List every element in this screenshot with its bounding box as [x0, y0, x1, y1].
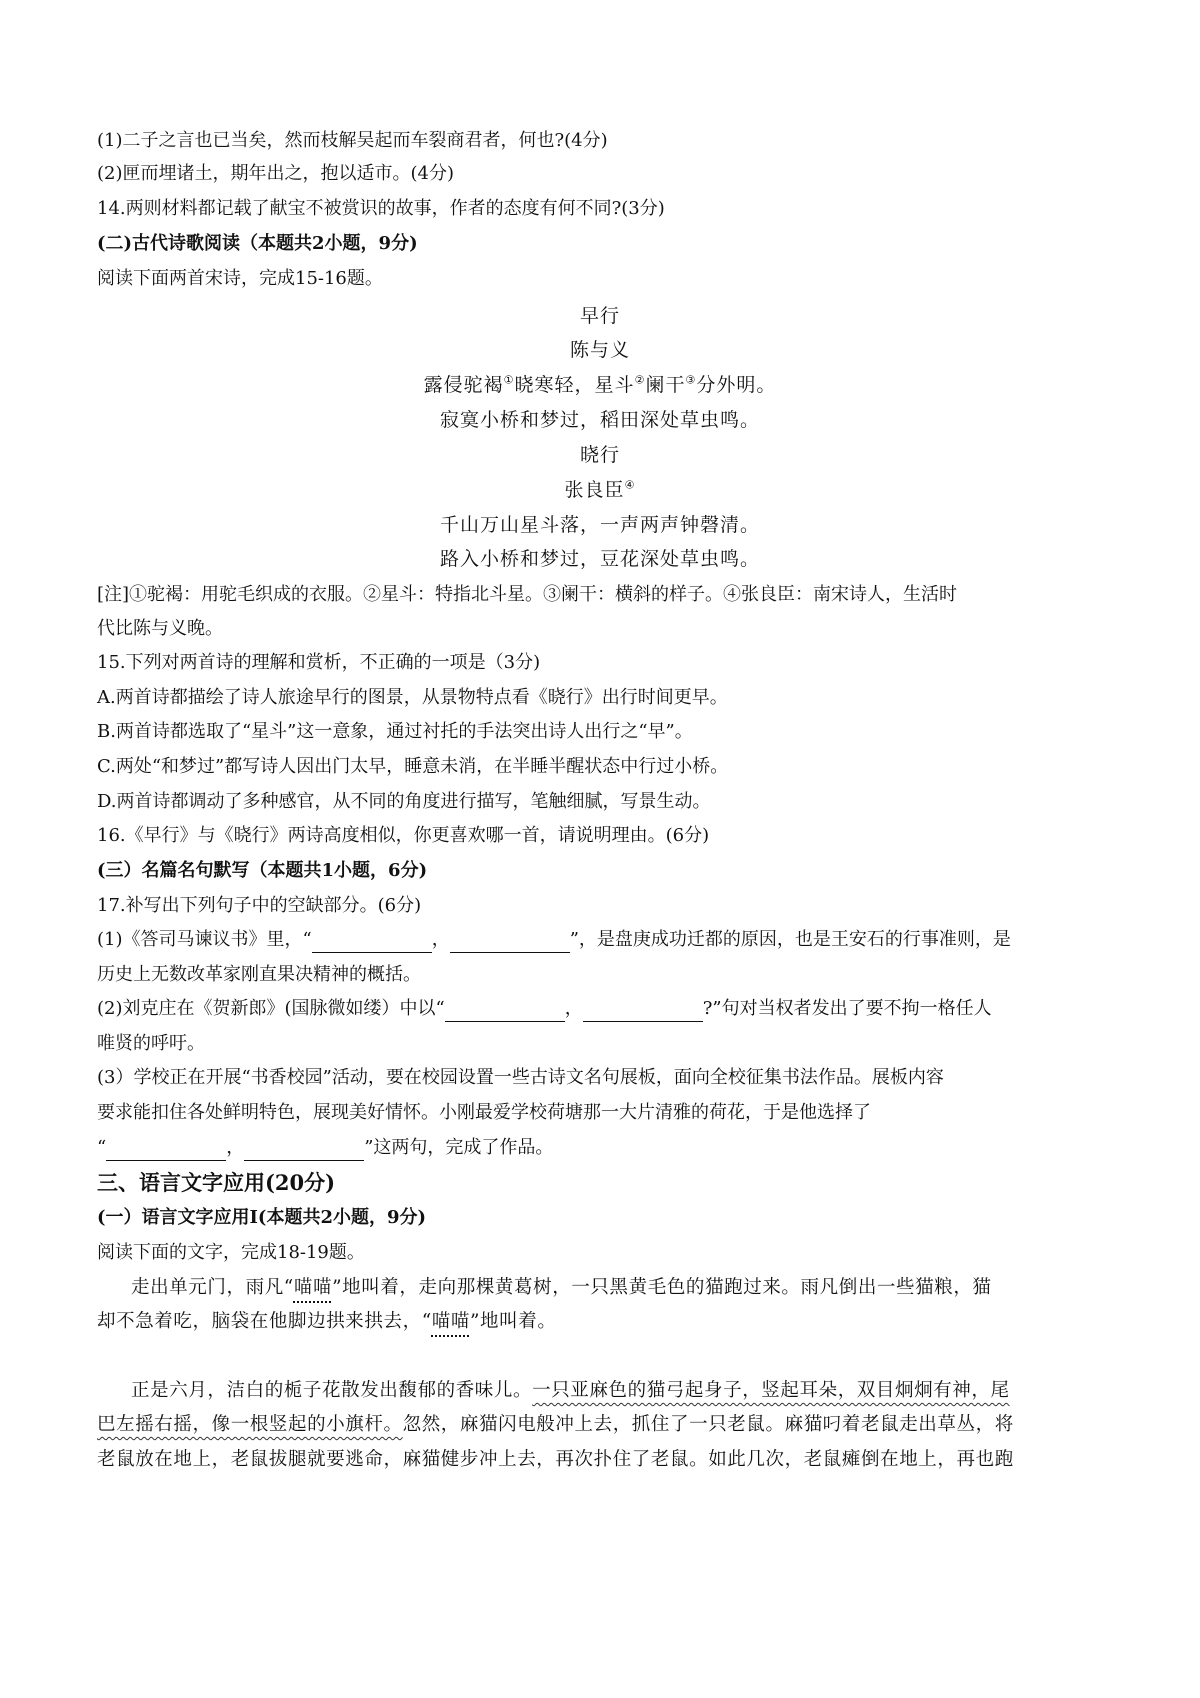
- answer-blank[interactable]: [450, 932, 570, 953]
- subsection-title: (一）语言文字应用Ⅰ(本题共2小题，9分): [97, 1207, 427, 1228]
- poem-notes-line2: 代比陈与义晚。: [97, 618, 223, 639]
- poem2-author: 张良臣④: [564, 478, 636, 501]
- question-17-3: (3）学校正在开展“书香校园”活动，要在校园设置一些古诗文名句展板，面向全校征集书法作品。展板内容: [97, 1067, 944, 1088]
- option-a: A.两首诗都描绘了诗人旅途早行的图景，从景物特点看《晓行》出行时间更早。: [97, 687, 728, 708]
- section-poetry-intro: 阅读下面两首宋诗，完成15-16题。: [97, 268, 383, 289]
- passage-paragraph2-line2: 巴左摇右摇，像一根竖起的小旗杆。忽然，麻猫闪电般冲上去，抓住了一只老鼠。麻猫叼着老鼠走出草丛，将: [97, 1414, 1014, 1435]
- question-15: 15.下列对两首诗的理解和赏析，不正确的一项是（3分): [97, 652, 541, 673]
- question-17-3-cont: 要求能扣住各处鲜明特色，展现美好情怀。小刚最爱学校荷塘那一大片清雅的荷花，于是他选择了: [97, 1102, 871, 1123]
- wavy-underlined-sentence: 一只亚麻色的猫弓起身子，竖起耳朵，双目炯炯有神，尾: [532, 1380, 1010, 1401]
- question-17-2-cont: 唯贤的呼吁。: [97, 1033, 205, 1054]
- question-14: 14.两则材料都记载了献宝不被赏识的故事，作者的态度有何不同?(3分): [97, 198, 665, 219]
- answer-blank[interactable]: [312, 932, 432, 953]
- passage-paragraph1-line1: 走出单元门，雨凡“喵喵”地叫着，走向那棵黄葛树，一只黑黄毛色的猫跑过来。雨凡倒出一些猫粮，猫: [131, 1277, 992, 1298]
- footnote-mark: ②: [634, 373, 646, 387]
- section-dictation-title: (三）名篇名句默写（本题共1小题，6分): [97, 860, 428, 881]
- wavy-underlined-sentence: 巴左摇右摇，像一根竖起的小旗杆。: [97, 1414, 403, 1435]
- answer-blank[interactable]: [244, 1140, 364, 1161]
- poem2-line1: 千山万山星斗落，一声两声钟磬清。: [439, 514, 760, 536]
- question-13-2: (2)匣而埋诸土，期年出之，抱以适市。(4分): [97, 163, 454, 184]
- question-17-1-cont: 历史上无数改革家刚直果决精神的概括。: [97, 964, 421, 985]
- subsection-intro: 阅读下面的文字，完成18-19题。: [97, 1242, 365, 1263]
- poem1-line1: 露侵驼褐①晓寒轻，星斗②阑干③分外明。: [423, 373, 777, 396]
- poem2-title: 晓行: [579, 444, 620, 466]
- part-three-title: 三、语言文字应用(20分): [97, 1170, 336, 1195]
- question-17-3-blanks: “ ， ”这两句，完成了作品。: [97, 1135, 553, 1161]
- footnote-mark: ③: [685, 373, 697, 387]
- poem-notes-line1: [注]①驼褐：用驼毛织成的衣服。②星斗：特指北斗星。③阑干：横斜的样子。④张良臣：南宋诗人，生活时: [97, 584, 958, 605]
- question-17-1: (1)《答司马谏议书》里，“ ， ”，是盘庚成功迁都的原因，也是王安石的行事准则，是: [97, 927, 1011, 953]
- footnote-mark: ④: [624, 478, 636, 492]
- question-13-1: (1)二子之言也已当矣，然而枝解吴起而车裂商君者，何也?(4分): [97, 130, 608, 151]
- passage-paragraph2-line3: 老鼠放在地上，老鼠拔腿就要逃命，麻猫健步冲上去，再次扑住了老鼠。如此几次，老鼠瘫倒在地上，再也跑: [97, 1449, 1014, 1470]
- answer-blank[interactable]: [583, 1001, 703, 1022]
- question-16: 16.《早行》与《晓行》两诗高度相似，你更喜欢哪一首，请说明理由。(6分): [97, 825, 710, 846]
- question-17: 17.补写出下列句子中的空缺部分。(6分): [97, 895, 422, 916]
- answer-blank[interactable]: [106, 1140, 226, 1161]
- section-poetry-title: (二)古代诗歌阅读（本题共2小题，9分): [97, 233, 418, 254]
- poem1-line2: 寂寞小桥和梦过，稻田深处草虫鸣。: [439, 409, 760, 431]
- passage-paragraph2-line1: 正是六月，洁白的栀子花散发出馥郁的香味儿。一只亚麻色的猫弓起身子，竖起耳朵，双目炯炯有神，尾: [131, 1380, 1010, 1401]
- option-b: B.两首诗都选取了“星斗”这一意象，通过衬托的手法突出诗人出行之“早”。: [97, 721, 693, 742]
- answer-blank[interactable]: [445, 1001, 565, 1022]
- question-17-2: (2)刘克庄在《贺新郎》(国脉微如缕）中以“ ， ?”句对当权者发出了要不拘一格任人: [97, 996, 992, 1022]
- poem1-author: 陈与义: [569, 339, 630, 361]
- passage-paragraph1-line2: 却不急着吃，脑袋在他脚边拱来拱去，“喵喵”地叫着。: [97, 1311, 557, 1332]
- footnote-mark: ①: [503, 373, 515, 387]
- option-c: C.两处“和梦过”都写诗人因出门太早，睡意未消，在半睡半醒状态中行过小桥。: [97, 756, 729, 777]
- poem1-title: 早行: [579, 305, 620, 327]
- poem2-line2: 路入小桥和梦过，豆花深处草虫鸣。: [439, 548, 760, 570]
- option-d: D.两首诗都调动了多种感官，从不同的角度进行描写，笔触细腻，写景生动。: [97, 791, 711, 812]
- dotted-emphasis: 喵喵: [293, 1277, 333, 1298]
- dotted-emphasis: 喵喵: [431, 1311, 470, 1332]
